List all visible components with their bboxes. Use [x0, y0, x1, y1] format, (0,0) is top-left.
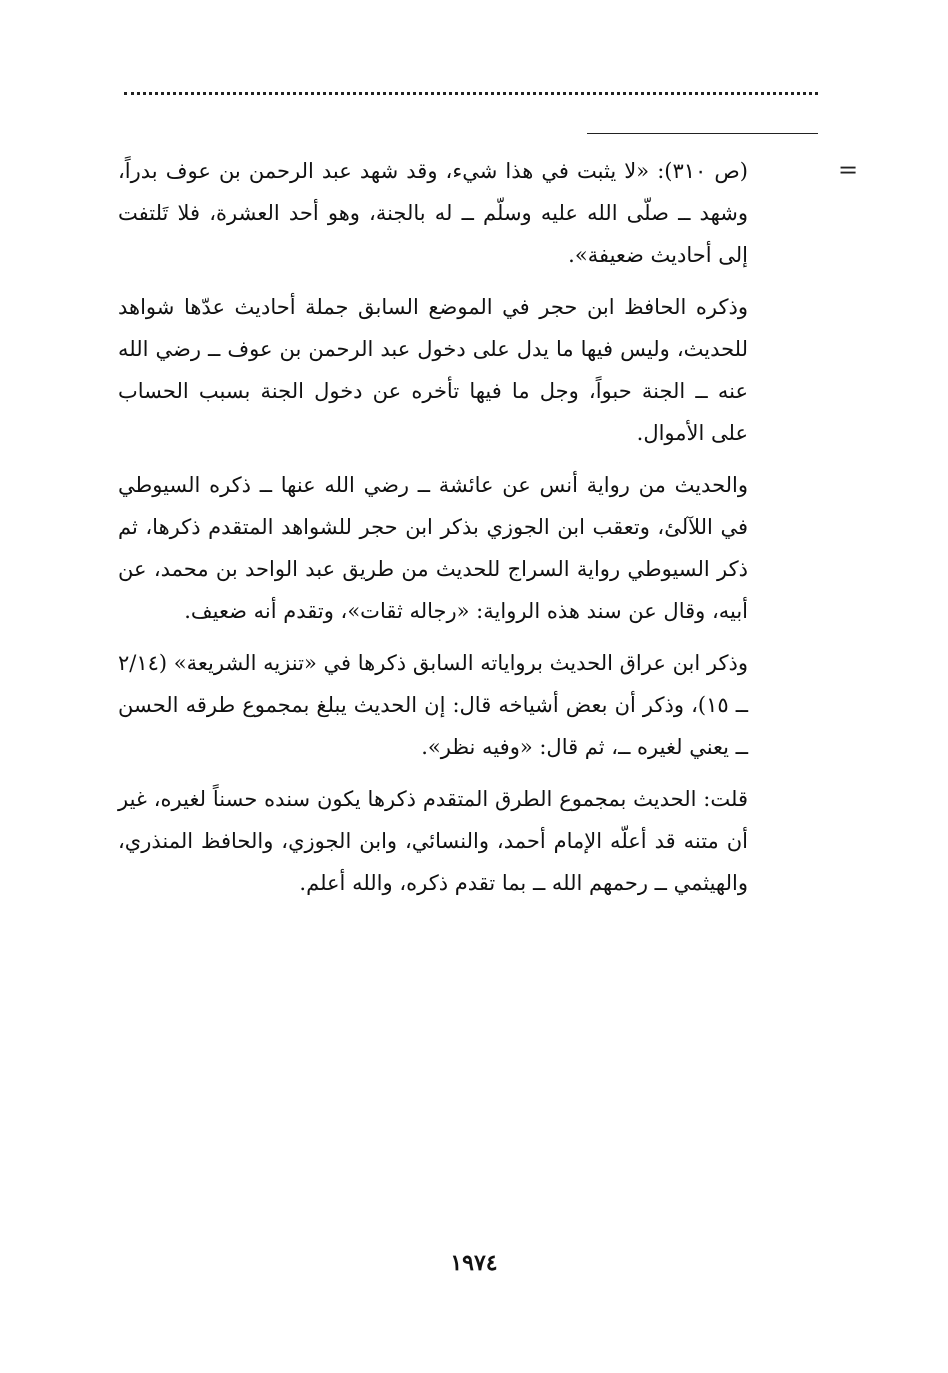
page-number: ١٩٧٤ [450, 1250, 498, 1276]
dotted-separator [124, 92, 818, 95]
footnote-rule [587, 133, 818, 134]
paragraph: والحديث من رواية أنس عن عائشة ــ رضي الله عنها ــ ذكره السيوطي في اللآلئ، وتعقب ابن الجوزي بذكر ابن حجر للشواهد المتقدم ذكرها، ثم ذكر السيوطي رواية السراج للحديث من طريق عبد الواحد بن محمد، عن أبيه، وقال عن سند هذه الرواية: «رجاله ثقات»، وتقدم أنه ضعيف. [118, 473, 748, 623]
paragraph: وذكر ابن عراق الحديث برواياته السابق ذكرها في «تنزيه الشريعة» (٢/١٤ ــ ١٥)، وذكر أن بعض أشياخه قال: إن الحديث يبلغ بمجموع طرقه الحسن ــ يعني لغيره ــ، ثم قال: «وفيه نظر». [118, 651, 749, 759]
paragraph: قلت: الحديث بمجموع الطرق المتقدم ذكرها يكون سنده حسناً لغيره، غير أن متنه قد أعلّه الإمام أحمد، والنسائي، وابن الجوزي، والحافظ المنذري، والهيثمي ــ رحمهم الله ــ بما تقدم ذكره، والله أعلم. [118, 787, 748, 895]
footnote-continuation-mark: = [838, 156, 859, 184]
paragraph: وذكره الحافظ ابن حجر في الموضع السابق جملة أحاديث عدّها شواهد للحديث، وليس فيها ما يدل على دخول عبد الرحمن بن عوف ــ رضي الله عنه ــ الجنة حبواً، وجل ما فيها تأخره عن دخول الجنة بسبب الحساب على الأموال. [118, 295, 748, 445]
footnote-text [118, 150, 748, 914]
paragraph: (ص ٣١٠): «لا يثبت في هذا شيء، وقد شهد عبد الرحمن بن عوف بدراً، وشهد ــ صلّى الله عليه وسلّم ــ له بالجنة، وهو أحد العشرة، فلا تَلتفت إلى أحاديث ضعيفة». [118, 159, 749, 267]
